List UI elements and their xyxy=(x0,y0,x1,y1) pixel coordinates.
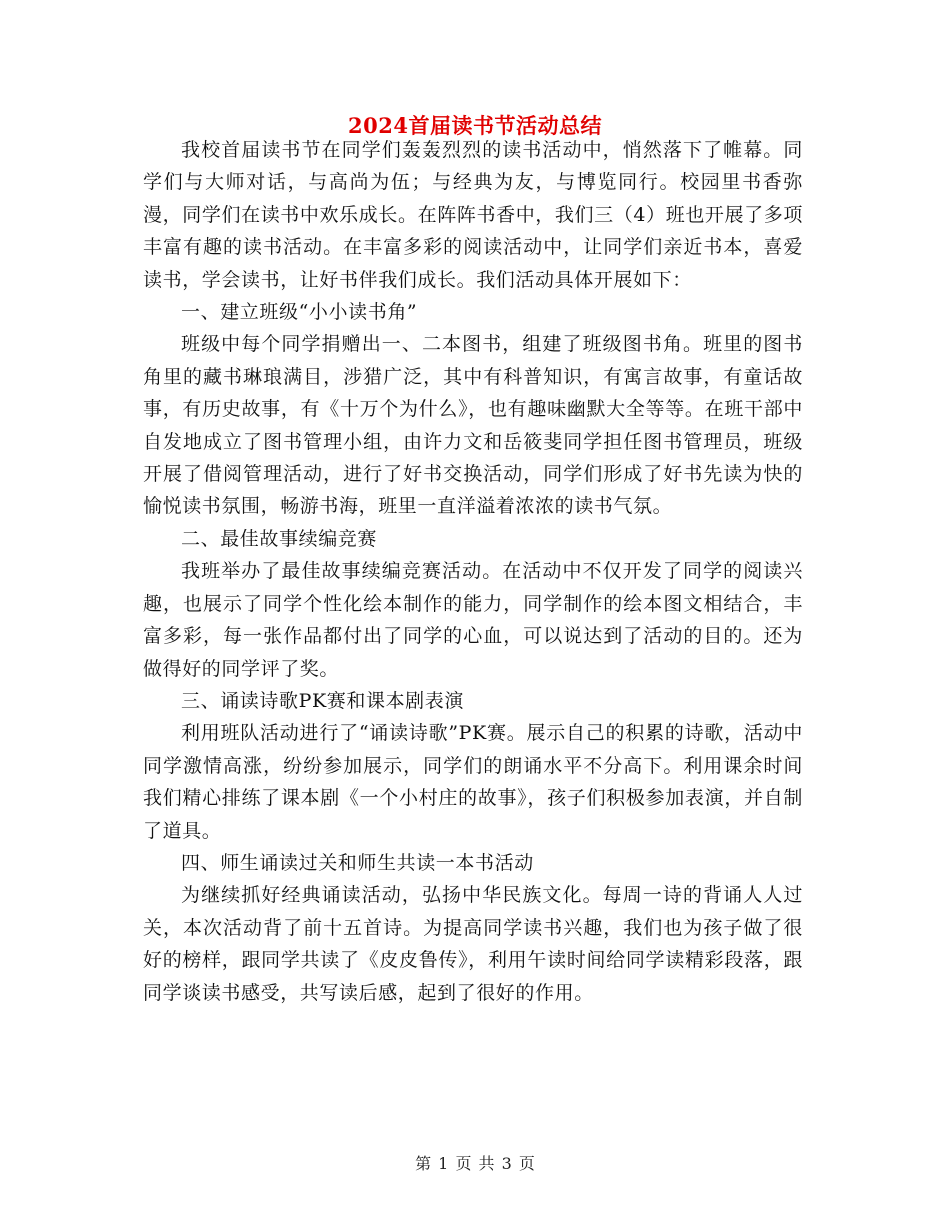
section-heading-3: 三、诵读诗歌PK赛和课本剧表演 xyxy=(181,689,464,712)
section-heading-2: 二、最佳故事续编竞赛 xyxy=(181,527,378,550)
section-paragraph-4: 为继续抓好经典诵读活动，弘扬中华民族文化。每周一诗的背诵人人过关，本次活动背了前十五首诗。为提高同学读书兴趣，我们也为孩子做了很好的榜样，跟同学共读了《皮皮鲁传》，利用午读时间给同学读精彩段落，跟同学谈读书感受，共写读后感，起到了很好的作用。 xyxy=(143,884,803,1004)
section-paragraph-3: 利用班队活动进行了“诵读诗歌”PK赛。展示自己的积累的诗歌，活动中同学激情高涨，纷纷参加展示，同学们的朗诵水平不分高下。利用课余时间我们精心排练了课本剧《一个小村庄的故事》，孩子们积极参加表演，并自制了道具。 xyxy=(143,722,803,842)
section-heading-1: 一、建立班级“小小读书角” xyxy=(181,301,418,324)
section-paragraph-1: 班级中每个同学捐赠出一、二本图书，组建了班级图书角。班里的图书角里的藏书琳琅满目，涉猎广泛，其中有科普知识，有寓言故事，有童话故事，有历史故事，有《十万个为什么》，也有趣味幽默大全等等。在班干部中自发地成立了图书管理小组，由许力文和岳筱斐同学担任图书管理员，班级开展了借阅管理活动，进行了好书交换活动，同学们形成了好书先读为快的愉悦读书氛围，畅游书海，班里一直洋溢着浓浓的读书气氛。 xyxy=(143,333,803,518)
section-paragraph-2: 我班举办了最佳故事续编竞赛活动。在活动中不仅开发了同学的阅读兴趣，也展示了同学个性化绘本制作的能力，同学制作的绘本图文相结合，丰富多彩，每一张作品都付出了同学的心血，可以说达到了活动的目的。还为做得好的同学评了奖。 xyxy=(143,560,803,680)
document-title: 2024首届读书节活动总结 xyxy=(348,113,602,138)
section-heading-4: 四、师生诵读过关和师生共读一本书活动 xyxy=(181,851,534,874)
intro-paragraph: 我校首届读书节在同学们轰轰烈烈的读书活动中，悄然落下了帷幕。同学们与大师对话，与高尚为伍；与经典为友，与博览同行。校园里书香弥漫，同学们在读书中欢乐成长。在阵阵书香中，我们三（4）班也开展了多项丰富有趣的读书活动。在丰富多彩的阅读活动中，让同学们亲近书本，喜爱读书，学会读书，让好书伴我们成长。我们活动具体开展如下： xyxy=(143,139,803,291)
page-number-footer: 第 1 页 共 3 页 xyxy=(415,1154,535,1173)
document-body xyxy=(143,134,803,1009)
